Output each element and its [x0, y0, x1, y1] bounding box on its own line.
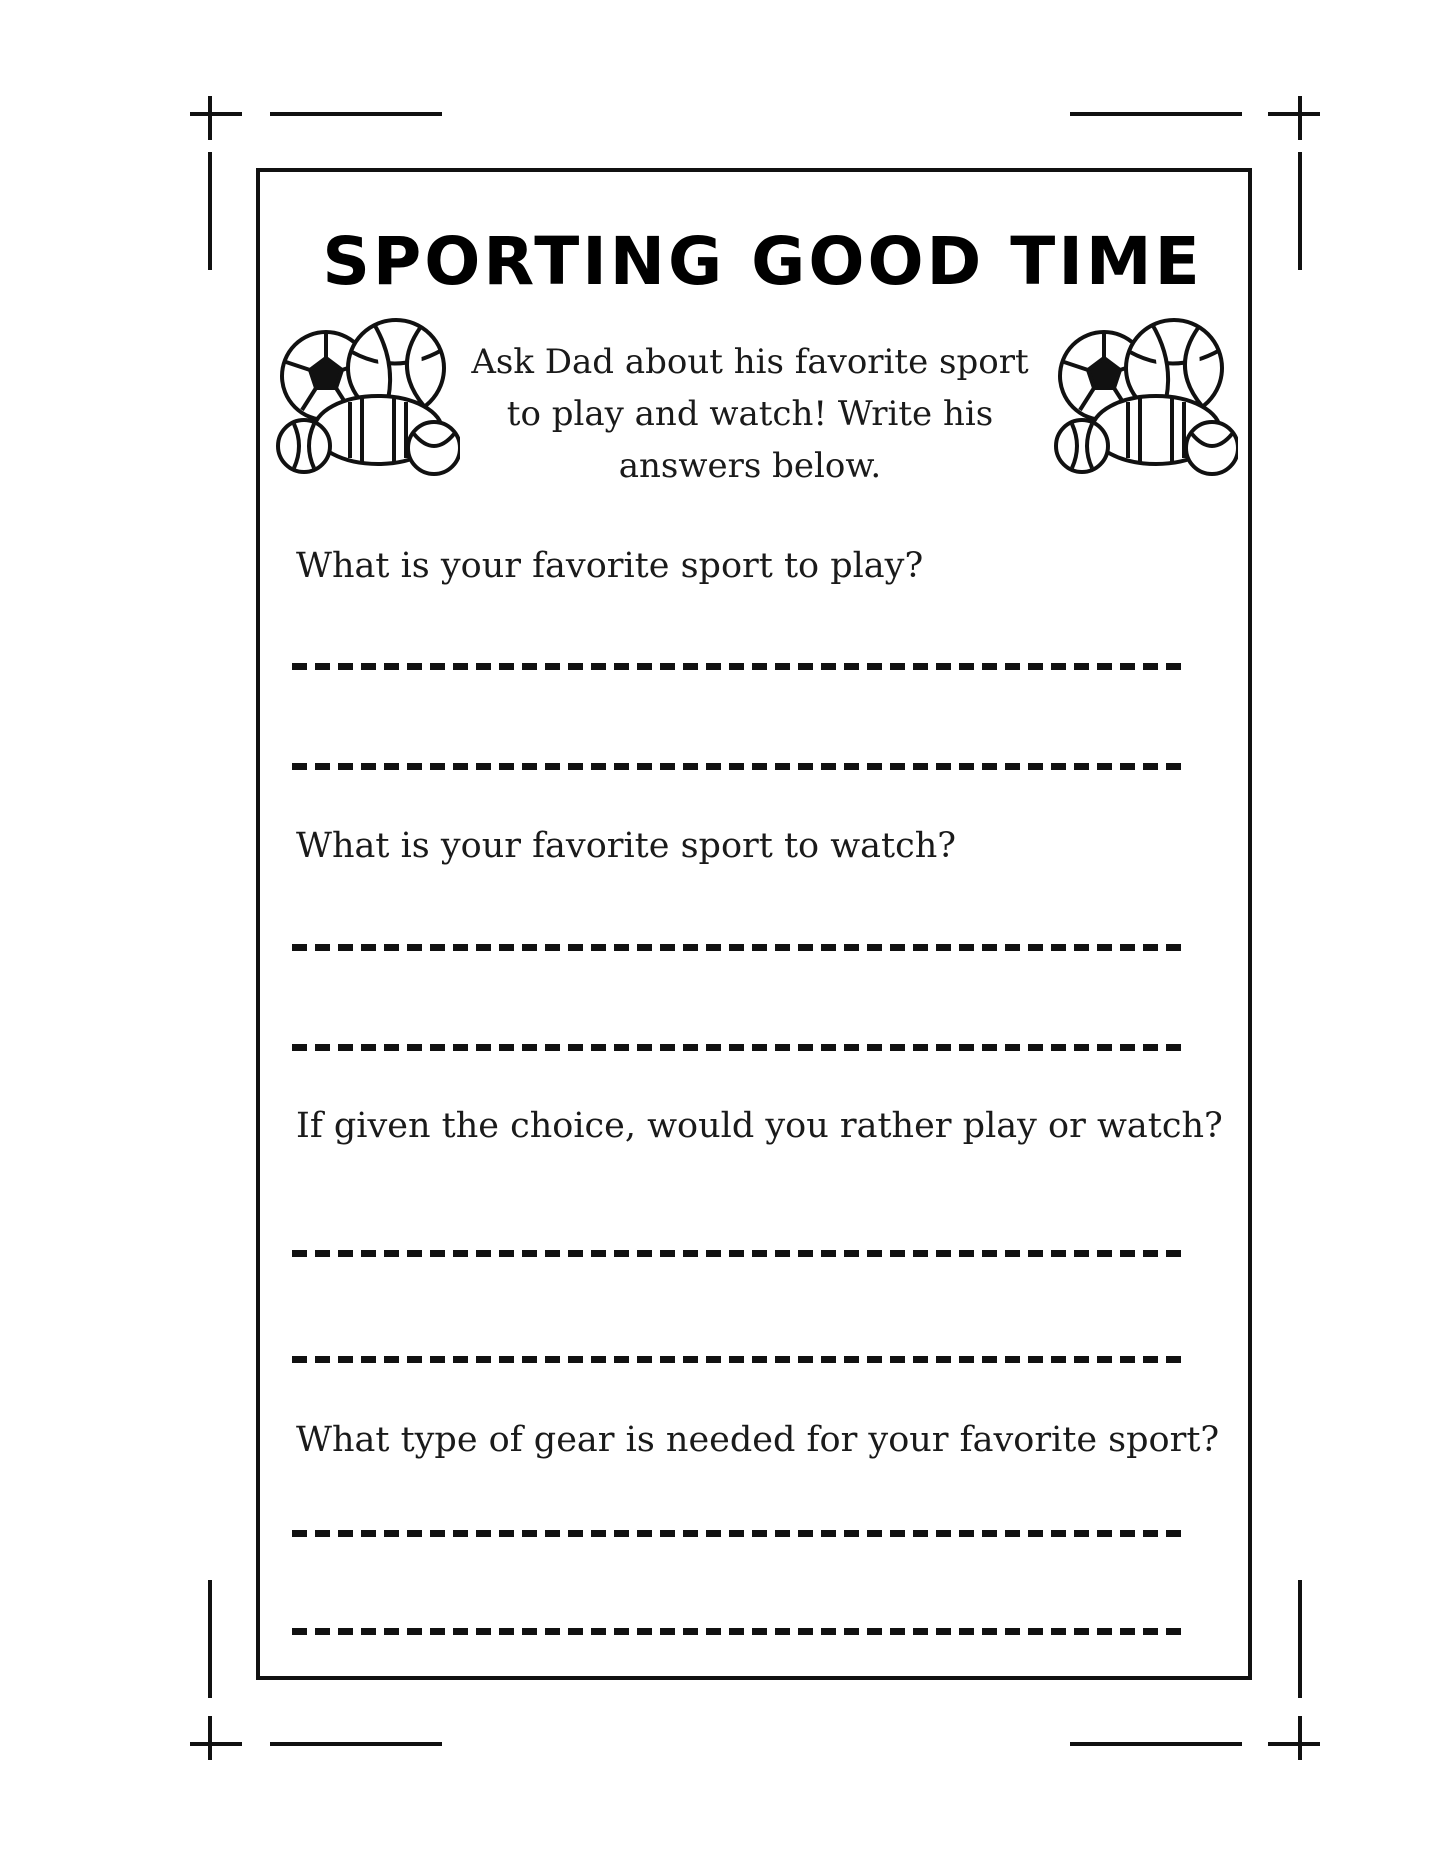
crop-mark: [1298, 1580, 1302, 1698]
crop-mark: [1298, 1716, 1302, 1760]
crop-mark: [1070, 112, 1242, 116]
answer-line[interactable]: [292, 1530, 1188, 1537]
crop-mark: [190, 112, 242, 116]
crop-mark: [1070, 1742, 1242, 1746]
sports-balls-icon: [1052, 318, 1238, 478]
crop-mark: [208, 1580, 212, 1698]
crop-mark: [208, 1716, 212, 1760]
crop-mark: [1268, 1742, 1320, 1746]
worksheet-title: SPORTING GOOD TIME: [322, 223, 1203, 300]
crop-mark: [1298, 96, 1302, 140]
answer-line[interactable]: [292, 1250, 1188, 1257]
crop-mark: [1268, 112, 1320, 116]
question-3: If given the choice, would you rather play or watch?: [296, 1106, 1223, 1146]
question-2: What is your favorite sport to watch?: [296, 826, 957, 866]
crop-mark: [270, 1742, 442, 1746]
answer-line[interactable]: [292, 1044, 1188, 1051]
answer-line[interactable]: [292, 1628, 1188, 1635]
question-1: What is your favorite sport to play?: [296, 546, 924, 586]
question-4: What type of gear is needed for your favorite sport?: [296, 1420, 1220, 1460]
crop-mark: [270, 112, 442, 116]
answer-line[interactable]: [292, 663, 1188, 670]
answer-line[interactable]: [292, 944, 1188, 951]
sports-balls-icon: [274, 318, 460, 478]
crop-mark: [190, 1742, 242, 1746]
answer-line[interactable]: [292, 763, 1188, 770]
intro-text: Ask Dad about his favorite sport to play and watch! Write his answers below.: [471, 342, 1029, 486]
answer-line[interactable]: [292, 1356, 1188, 1363]
crop-mark: [208, 96, 212, 140]
